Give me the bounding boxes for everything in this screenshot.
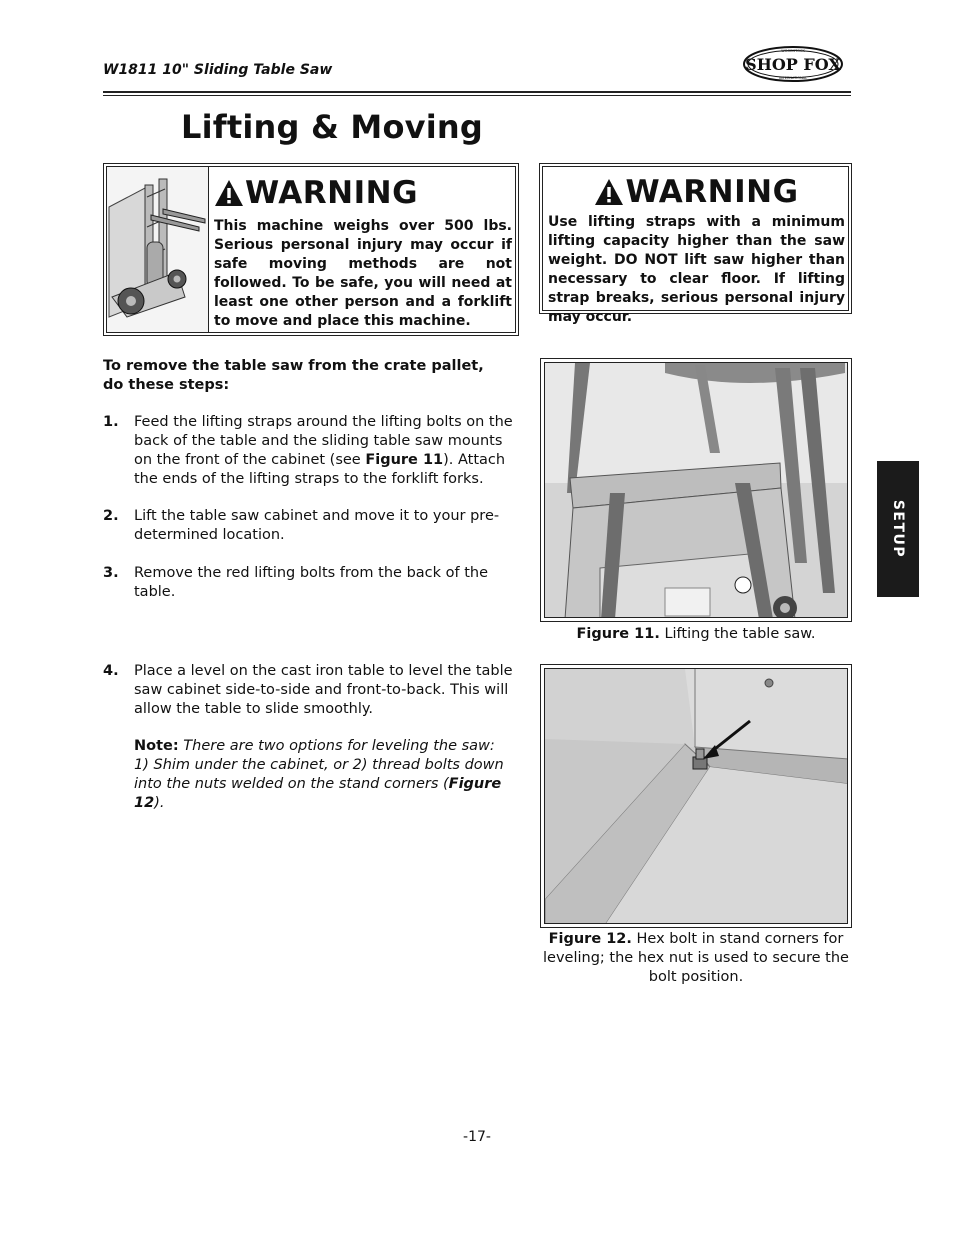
stand-corner-bolt-photo <box>545 669 848 924</box>
step-1 <box>103 413 518 489</box>
step-text-part: Feed the lifting straps around the lifting bolts on the back of the table and the sliding table saw mounts on the front of the cabinet (see <box>134 414 513 468</box>
logo-text: SHOP FOX <box>745 55 841 74</box>
caption-text: Hex bolt in stand corners for leveling; the hex nut is used to secure the bolt position. <box>543 931 849 985</box>
warning-box-weight <box>103 163 519 336</box>
warning-text: This machine weighs over 500 lbs. Serious personal injury may occur if safe moving methods are not followed. To be safe, you will need at least one other person and a forklift to move and place this machine. <box>214 218 512 329</box>
step-text-part: ). Attach the ends of the lifting straps to the forklift forks. <box>134 452 506 487</box>
warning-triangle-icon <box>214 178 244 208</box>
figure-11-caption <box>540 625 852 644</box>
table-saw-lifting-photo <box>545 363 848 618</box>
intro-text: To remove the table saw from the crate pallet, do these steps: <box>103 358 484 393</box>
step-4 <box>103 662 518 719</box>
step-text: Place a level on the cast iron table to level the table saw cabinet side-to-side and front-to-back. This will allow the table to slide smoothly. <box>134 663 513 717</box>
section-tab-label: SETUP <box>890 499 906 559</box>
step-3 <box>103 564 518 602</box>
warning-box-straps <box>539 163 852 325</box>
step-number: 4. <box>103 663 119 679</box>
forklift-illustration <box>107 167 209 332</box>
logo-small-bottom: INTERNATIONAL <box>778 76 808 80</box>
figure-reference: Figure 11 <box>365 452 444 468</box>
warning-heading <box>214 175 512 211</box>
step-number: 1. <box>103 414 119 430</box>
figure-label: Figure 12. <box>548 931 632 947</box>
figure-11-frame <box>540 358 852 622</box>
warning-triangle-icon <box>594 177 624 207</box>
warning-heading <box>548 174 845 210</box>
step-text <box>134 413 518 489</box>
page-title: Lifting & Moving <box>181 108 483 146</box>
note <box>134 737 512 813</box>
figure-reference: Figure 12 <box>134 776 502 811</box>
note-text: There are two options for leveling the saw: 1) Shim under the cabinet, or 2) thread bolts down into the nuts welded on the stand corners ( <box>134 738 504 792</box>
step-number: 3. <box>103 565 119 581</box>
warning-heading-text: WARNING <box>625 174 799 210</box>
header-rule <box>103 91 851 93</box>
figure-label: Figure 11. <box>576 626 660 642</box>
figure-11-photo <box>544 362 848 618</box>
figure-12-frame <box>540 664 852 928</box>
logo-small-top: WOODSTOCK <box>781 49 805 53</box>
header-rule-thin <box>103 95 851 96</box>
forklift-icon <box>107 167 208 332</box>
step-2 <box>103 507 518 545</box>
step-text: Remove the red lifting bolts from the back of the table. <box>134 565 489 600</box>
section-tab <box>877 461 919 597</box>
step-text: Lift the table saw cabinet and move it to your pre-determined location. <box>134 508 500 543</box>
warning-heading-text: WARNING <box>245 175 419 211</box>
note-label: Note: <box>134 738 179 754</box>
caption-text: Lifting the table saw. <box>664 626 816 642</box>
shop-fox-logo <box>742 44 844 84</box>
page-number: -17- <box>463 1129 491 1145</box>
document-header-title: W1811 10" Sliding Table Saw <box>103 62 333 78</box>
warning-text: Use lifting straps with a minimum lifting capacity higher than the saw weight. DO NOT lift saw higher than necessary to clear floor. If lifting strap breaks, serious personal injury may occur. <box>548 214 845 325</box>
note-end: ). <box>154 795 165 811</box>
figure-12-caption <box>540 930 852 987</box>
figure-12-photo <box>544 668 848 924</box>
step-number: 2. <box>103 508 119 524</box>
